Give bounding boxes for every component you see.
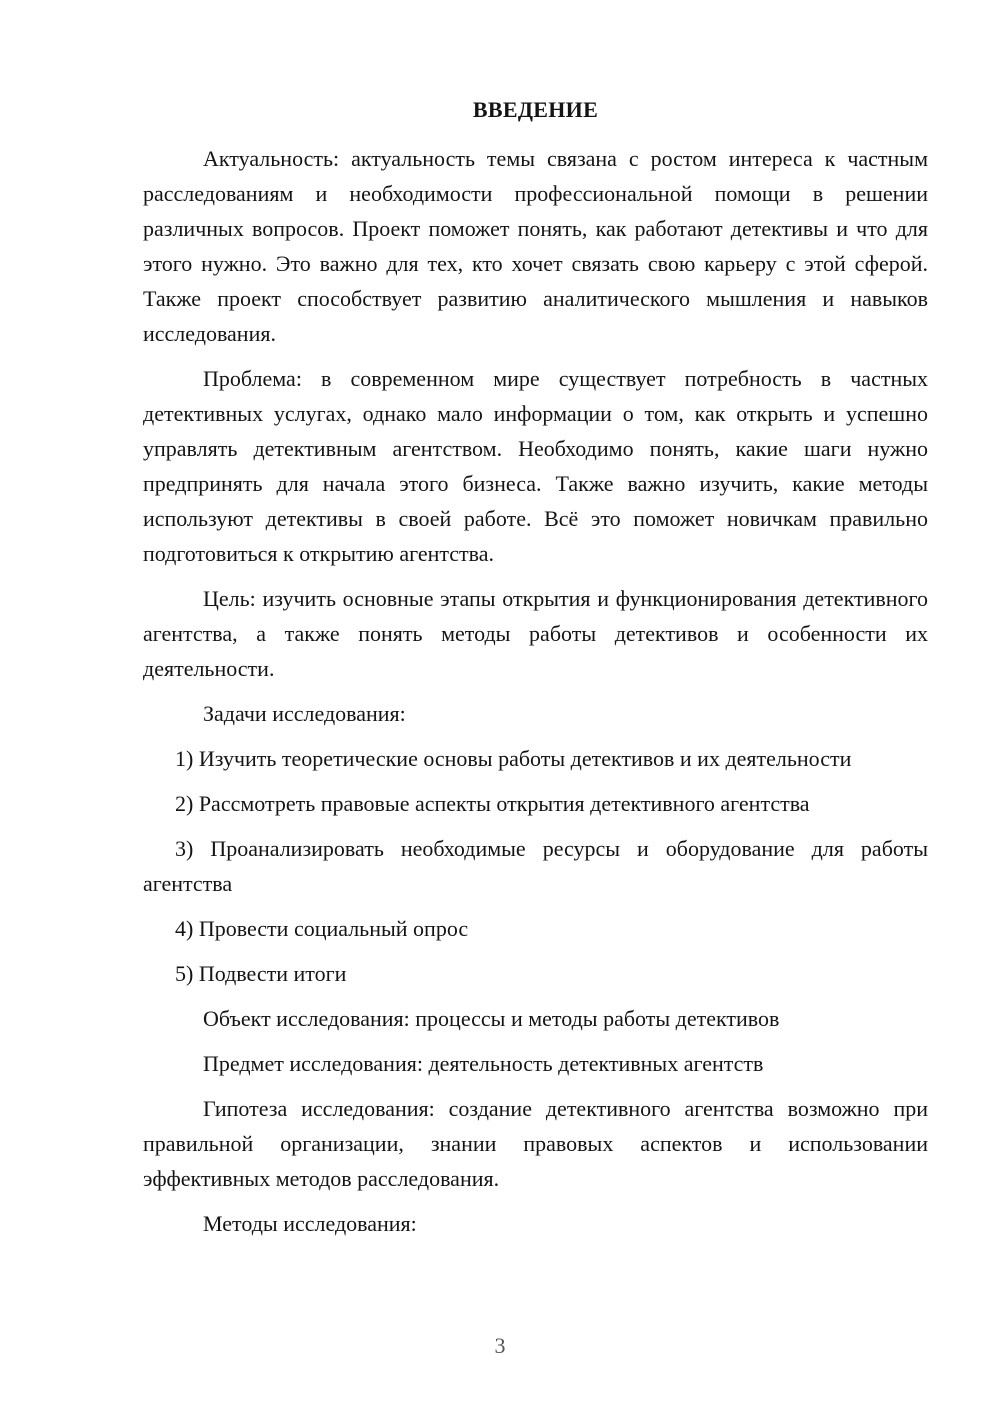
paragraph-hypothesis: Гипотеза исследования: создание детективного агентства возможно при правильной организации, знании правовых аспектов и использовании эффективных методов расследования. [143, 1096, 928, 1191]
task-item: 2) Рассмотреть правовые аспекты открытия детективного агентства [175, 791, 810, 816]
page-title: ВВЕДЕНИЕ [472, 97, 599, 122]
page-number: 3 [494, 1333, 506, 1358]
tasks-heading: Задачи исследования: [203, 701, 406, 726]
paragraph-relevance: Актуальность: актуальность темы связана с ростом интереса к частным расследованиям и необходимости профессиональной помощи в решении различных вопросов. Проект поможет понять, как работают детективы и что для этого нужно. Это важно для тех, кто хочет связать свою карьеру с этой сферой. Также проект способствует развитию аналитического мышления и навыков исследования. [143, 146, 928, 346]
task-item: 5) Подвести итоги [175, 961, 347, 986]
task-item: 4) Провести социальный опрос [175, 916, 469, 941]
paragraph-object: Объект исследования: процессы и методы работы детективов [203, 1006, 780, 1031]
paragraph-problem: Проблема: в современном мире существует потребность в частных детективных услугах, однако мало информации о том, как открыть и успешно управлять детективным агентством. Необходимо понять, какие шаги нужно предпринять для начала этого бизнеса. Также важно изучить, какие методы используют детективы в своей работе. Всё это поможет новичкам правильно подготовиться к открытию агентства. [143, 366, 928, 566]
methods-heading: Методы исследования: [203, 1211, 417, 1236]
document-body [143, 141, 928, 1241]
task-item: 3) Проанализировать необходимые ресурсы и оборудование для работы агентства [143, 836, 928, 896]
task-item: 1) Изучить теоретические основы работы детективов и их деятельности [175, 746, 852, 771]
paragraph-subject: Предмет исследования: деятельность детективных агентств [203, 1051, 764, 1076]
paragraph-goal: Цель: изучить основные этапы открытия и функционирования детективного агентства, а также понять методы работы детективов и особенности их деятельности. [143, 586, 928, 681]
